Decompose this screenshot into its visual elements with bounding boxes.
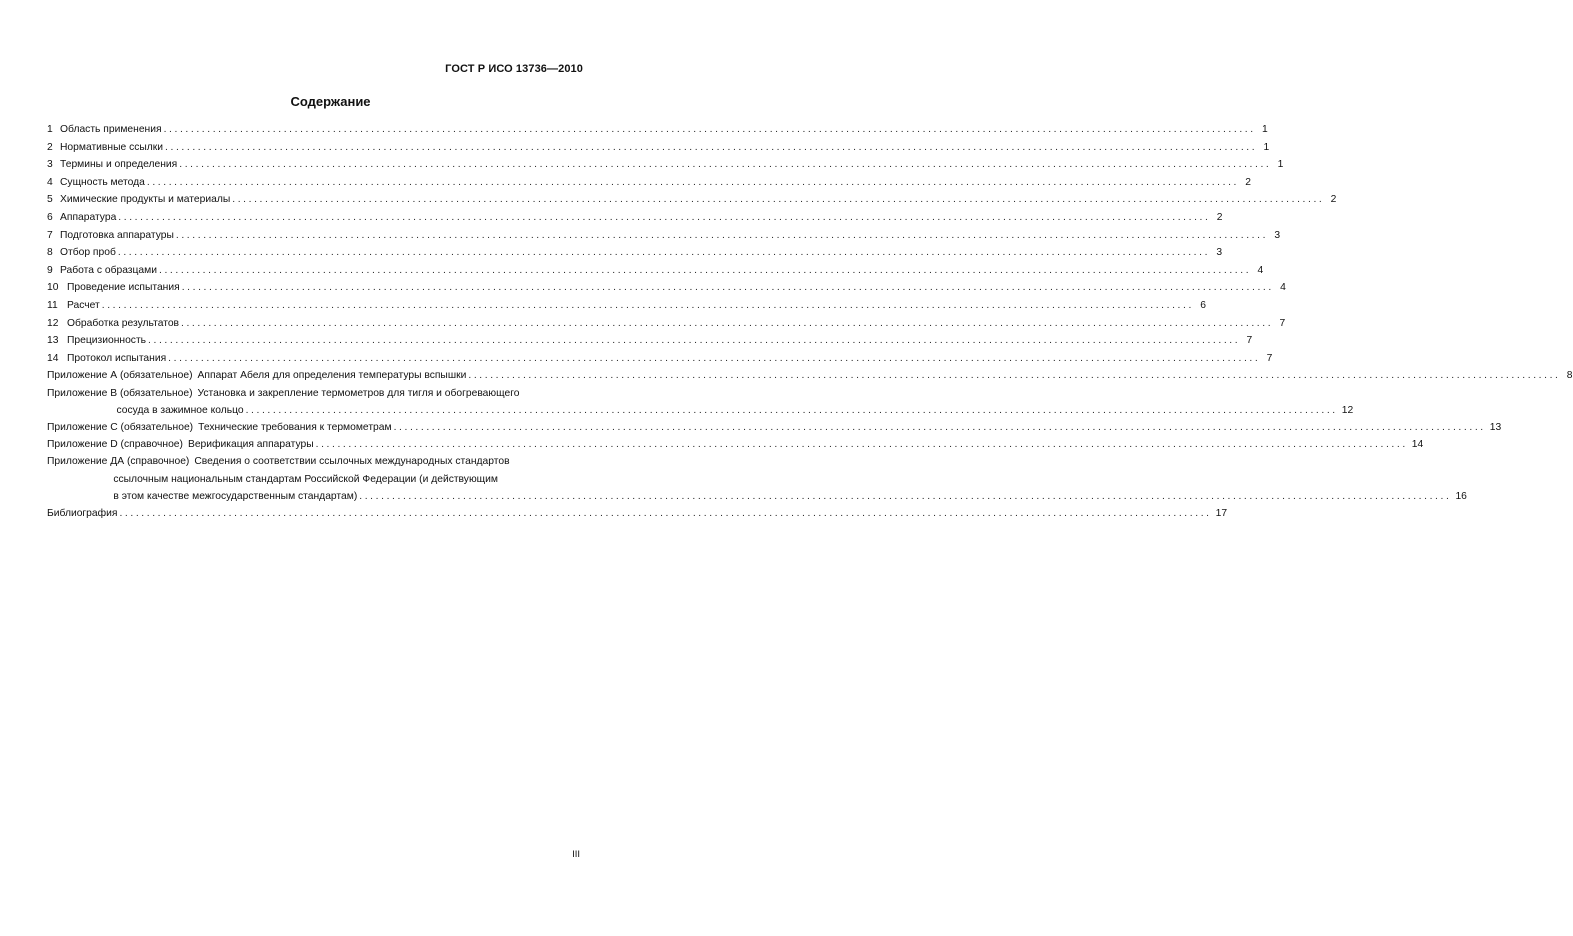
toc-entry-number: 13 (47, 335, 59, 347)
toc-entry-number: 11 (47, 299, 58, 311)
toc-entry-page: 7 (1266, 352, 1273, 364)
appendix-title-cont: ссылочным национальным стандартам Российской Федерации (и действующим (113, 473, 498, 485)
toc-entry[interactable]: 9 Работа с образцами ........................................................................................................................................................................................................ 4 (47, 262, 584, 280)
toc-entry-page: 2 (1216, 211, 1223, 223)
toc-entry[interactable]: 2 Нормативные ссылки ........................................................................................................................................................................................................ 1 (47, 139, 584, 157)
toc-entry-page: 7 (1246, 335, 1253, 347)
toc-entry[interactable]: 13 Прецизионность ........................................................................................................................................................................................................ 7 (47, 332, 584, 350)
toc-entry-number: 6 (47, 211, 53, 223)
toc-entry-label: Проведение испытания (67, 282, 180, 294)
toc-entry-number: 12 (47, 317, 59, 329)
toc-entry-page: 1 (1277, 159, 1284, 171)
page-folio: III (572, 849, 580, 860)
appendix-page: 12 (1341, 404, 1354, 416)
appendix-title: Сведения о соответствии ссылочных международных стандартов (194, 456, 510, 468)
toc-entry[interactable]: 1 Область применения ........................................................................................................................................................................................................ 1 (47, 121, 584, 139)
toc-entry-label: Прецизионность (67, 335, 147, 347)
toc-entry-page: 3 (1274, 229, 1281, 241)
toc-appendix-c[interactable]: Приложение С (обязательное) Технические требования к термометрам ........................................................................................................................................................................................................ 13 (47, 419, 584, 436)
toc-entry[interactable]: 5 Химические продукты и материалы ........................................................................................................................................................................................................ 2 (47, 191, 584, 209)
toc-entry-number: 10 (47, 282, 59, 294)
appendix-title: Установка и закрепление термометров для тигля и обогревающего (197, 387, 520, 399)
appendix-page: 13 (1489, 421, 1502, 433)
toc-appendix-a[interactable]: Приложение А (обязательное) Аппарат Абеля для определения температуры вспышки ........................................................................................................................................................................................................ 8 (47, 367, 584, 384)
appendix-title-cont: в этом качестве межгосударственным стандартам) (113, 490, 358, 502)
table-of-contents (47, 121, 1573, 523)
toc-entry-page: 1 (1263, 141, 1270, 153)
toc-entry-number: 1 (47, 124, 53, 135)
appendix-prefix: Приложение С (обязательное) (47, 421, 194, 433)
appendix-prefix: Приложение В (обязательное) (47, 387, 193, 399)
toc-entry-page: 2 (1245, 176, 1252, 188)
toc-entry[interactable]: 10 Проведение испытания ........................................................................................................................................................................................................ 4 (47, 279, 584, 297)
toc-entry-page: 6 (1200, 299, 1206, 311)
toc-entry-page: 4 (1280, 282, 1286, 294)
toc-entry-label: Химические продукты и материалы (60, 194, 231, 206)
appendix-title: Аппарат Абеля для определения температуры вспышки (197, 370, 467, 382)
appendix-title: Верификация аппаратуры (187, 439, 314, 451)
toc-entry-label: Сущность метода (60, 176, 145, 188)
appendix-title-cont: сосуда в зажимное кольцо (116, 404, 244, 416)
toc-entry[interactable]: 4 Сущность метода ........................................................................................................................................................................................................ 2 (47, 174, 584, 192)
toc-entry-label: Подготовка аппаратуры (60, 229, 174, 241)
toc-appendix-d[interactable]: Приложение D (справочное) Верификация аппаратуры ........................................................................................................................................................................................................ 14 (47, 436, 584, 453)
toc-entry[interactable]: 8 Отбор проб ........................................................................................................................................................................................................ 3 (47, 244, 584, 262)
toc-entry-page: 7 (1279, 317, 1286, 329)
appendix-prefix: Приложение ДА (справочное) (47, 456, 190, 468)
toc-entry-number: 7 (47, 229, 53, 241)
toc-entry-label: Обработка результатов (67, 317, 180, 329)
toc-entry-number: 4 (47, 176, 53, 188)
toc-entry[interactable]: 7 Подготовка аппаратуры ........................................................................................................................................................................................................ 3 (47, 227, 584, 245)
appendix-page: 8 (1566, 370, 1573, 382)
toc-entry[interactable]: 3 Термины и определения ........................................................................................................................................................................................................ 1 (47, 156, 584, 174)
toc-entry-page: 3 (1216, 247, 1223, 259)
appendix-title: Технические требования к термометрам (198, 421, 392, 433)
toc-entry-label: Термины и определения (60, 159, 178, 171)
appendix-prefix: Приложение D (справочное) (47, 439, 183, 451)
appendix-prefix: Приложение А (обязательное) (47, 370, 193, 382)
toc-entry-label: Отбор проб (60, 247, 116, 259)
toc-entry-page: 2 (1330, 194, 1337, 206)
toc-entry-label: Нормативные ссылки (60, 141, 164, 153)
toc-appendix-da[interactable]: Приложение ДА (справочное) Сведения о соответствии ссылочных международных стандартов ссылочным национальным стандартам Российской Федерации (и действующим в этом качестве межгосударственным стандартам) ........................................................................................................................................................................................................ 16 (47, 453, 584, 505)
toc-entry-number: 14 (47, 352, 59, 364)
toc-entry-number: 9 (47, 264, 53, 276)
toc-entry-label: Аппаратура (60, 211, 117, 223)
toc-entry-number: 2 (47, 141, 53, 153)
toc-entry-label: Протокол испытания (67, 352, 167, 364)
toc-entry-page: 4 (1257, 264, 1264, 276)
document-id: ГОСТ Р ИСО 13736—2010 (445, 63, 583, 75)
toc-entry-number: 3 (47, 159, 53, 171)
appendix-page: 14 (1411, 439, 1424, 451)
toc-appendix-b[interactable]: Приложение В (обязательное) Установка и закрепление термометров для тигля и обогревающего сосуда в зажимное кольцо ........................................................................................................................................................................................................ 12 (47, 385, 584, 419)
toc-entry-bibliography[interactable]: Библиография ........................................................................................................................................................................................................ 17 (47, 505, 584, 523)
toc-entry[interactable]: 6 Аппаратура ........................................................................................................................................................................................................ 2 (47, 209, 584, 227)
toc-entry-number: 8 (47, 247, 53, 259)
toc-entry-label: Область применения (60, 124, 162, 135)
toc-entry[interactable]: 12 Обработка результатов ........................................................................................................................................................................................................ 7 (47, 315, 584, 333)
toc-entry-page: 1 (1262, 124, 1268, 135)
toc-entry-label: Библиография (47, 507, 118, 519)
toc-entry[interactable]: 11 Расчет ........................................................................................................................................................................................................ 6 (47, 297, 584, 315)
toc-title: Содержание (290, 94, 371, 109)
toc-entry-number: 5 (47, 194, 53, 206)
toc-entry-page: 17 (1215, 507, 1228, 519)
toc-entry-label: Работа с образцами (60, 264, 157, 276)
toc-entry-label: Расчет (67, 299, 100, 311)
toc-entry[interactable]: 14 Протокол испытания ........................................................................................................................................................................................................ 7 (47, 350, 584, 368)
appendix-page: 16 (1455, 490, 1467, 502)
